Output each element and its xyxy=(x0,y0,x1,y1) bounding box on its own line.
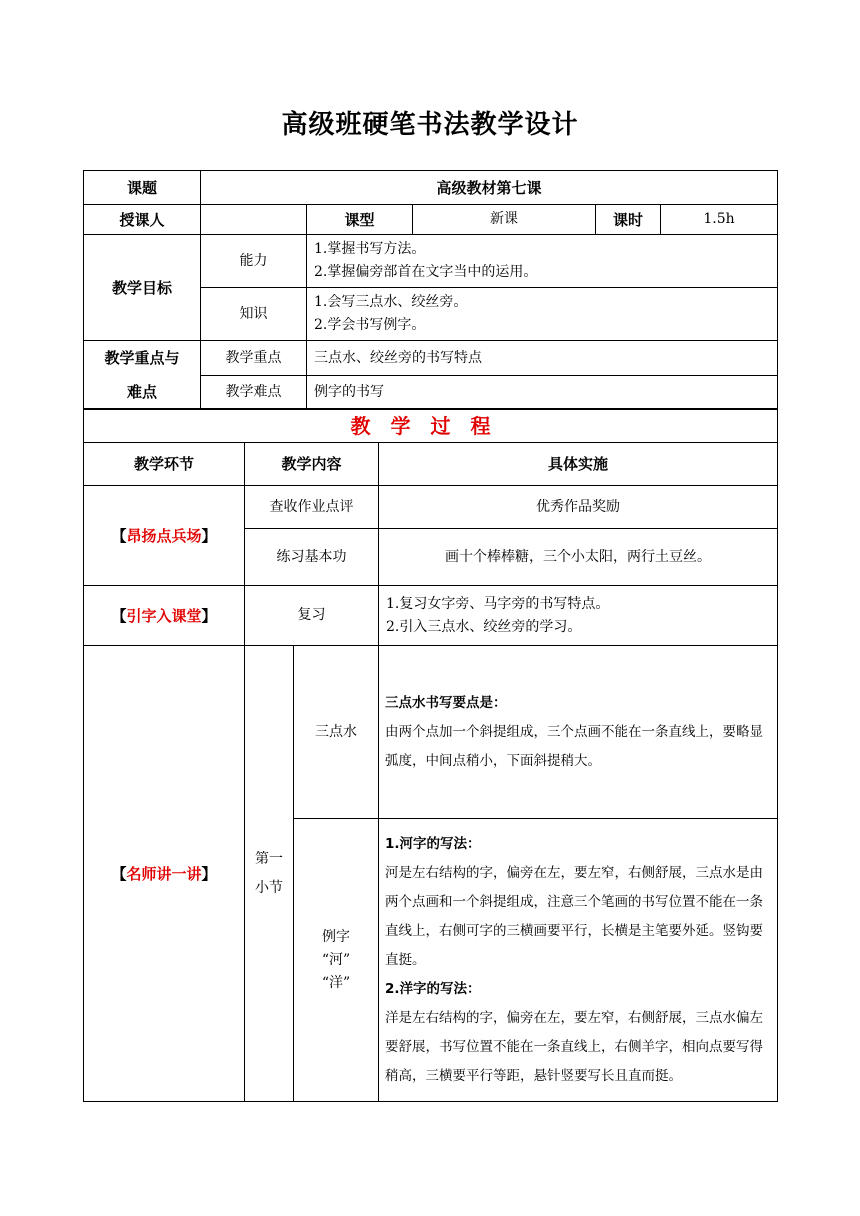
ability-goals xyxy=(307,235,778,288)
part-2-description xyxy=(379,819,778,1102)
stage-3-label: 名师讲一讲 xyxy=(126,864,202,883)
teacher-label: 授课人 xyxy=(84,205,201,235)
stage-2: 【引字入课堂】 xyxy=(84,586,245,646)
part-2-topic-line-3: “洋” xyxy=(321,974,351,991)
keypoints-label-line-2: 难点 xyxy=(126,383,157,401)
part-1-topic: 三点水 xyxy=(294,646,379,819)
part-2-subtitle-2: 2.洋字的写法： xyxy=(385,980,481,997)
part-2-topic xyxy=(294,819,379,1102)
stage-1-label: 昂扬点兵场 xyxy=(126,526,202,545)
knowledge-goal-1: 1.会写三点水、绞丝旁。 xyxy=(314,294,468,310)
topic-value: 高级教材第七课 xyxy=(201,171,778,205)
focus-value: 三点水、绞丝旁的书写特点 xyxy=(307,341,778,376)
stage-1: 【昂扬点兵场】 xyxy=(84,486,245,586)
teacher-value xyxy=(201,205,307,235)
process-heading: 教学过程 xyxy=(84,409,778,443)
stage-1-content-2: 练习基本功 xyxy=(245,529,379,586)
implementation-column-header: 具体实施 xyxy=(379,443,778,486)
stage-1-impl-1: 优秀作品奖励 xyxy=(379,486,778,529)
stage-1-content-1: 查收作业点评 xyxy=(245,486,379,529)
lesson-info-table xyxy=(83,170,778,410)
part-1-description xyxy=(379,646,778,819)
knowledge-goal-2: 2.学会书写例字。 xyxy=(314,317,426,333)
ability-goal-1: 1.掌握书写方法。 xyxy=(314,241,426,257)
part-1-text: 由两个点加一个斜提组成，三个点画不能在一条直线上，要略显弧度，中间点稍小，下面斜提稍大。 xyxy=(385,723,763,769)
part-2-text-1: 河是左右结构的字，偏旁在左，要左窄，右侧舒展，三点水是由两个点画和一个斜提组成，注意三个笔画的书写位置不能在一条直线上，右侧可字的三横画要平行，长横是主笔要外延。竖钩要直挺。 xyxy=(385,864,763,968)
lesson-hours-value: 1.5h xyxy=(661,205,778,235)
ability-label: 能力 xyxy=(201,235,307,288)
difficulty-value: 例字的书写 xyxy=(307,376,778,410)
section-cell xyxy=(245,646,294,1102)
knowledge-goals xyxy=(307,288,778,341)
lesson-type-value: 新课 xyxy=(413,205,596,235)
content-column-header: 教学内容 xyxy=(245,443,379,486)
section-label-line-2: 小节 xyxy=(255,879,283,896)
stage-column-header: 教学环节 xyxy=(84,443,245,486)
stage-2-content: 复习 xyxy=(245,586,379,646)
teaching-goals-label: 教学目标 xyxy=(84,235,201,341)
section-label-line-1: 第一 xyxy=(255,850,283,867)
part-2-subtitle-1: 1.河字的写法： xyxy=(385,835,481,852)
lesson-hours-label: 课时 xyxy=(596,205,661,235)
stage-2-label: 引字入课堂 xyxy=(126,606,202,625)
document-title: 高级班硬笔书法教学设计 xyxy=(281,110,579,140)
stage-1-impl-2: 画十个棒棒糖，三个小太阳，两行土豆丝。 xyxy=(379,529,778,586)
part-2-topic-line-1: 例字 xyxy=(322,928,350,945)
teaching-process-table xyxy=(83,408,778,1102)
part-2-text-2: 洋是左右结构的字，偏旁在左，要左窄，右侧舒展，三点水偏左要舒展，书写位置不能在一条直线上，右侧羊字，相向点要写得稍高，三横要平行等距，悬针竖要写长且直而挺。 xyxy=(385,1009,763,1084)
stage-2-impl-line-2: 2.引入三点水、绞丝旁的学习。 xyxy=(386,618,582,635)
difficulty-label: 教学难点 xyxy=(201,376,307,410)
stage-2-impl-line-1: 1.复习女字旁、马字旁的书写特点。 xyxy=(386,595,610,612)
part-2-topic-line-2: “河” xyxy=(321,951,351,968)
keypoints-label-line-1: 教学重点与 xyxy=(104,349,180,367)
stage-3: 【名师讲一讲】 xyxy=(84,646,245,1102)
focus-label: 教学重点 xyxy=(201,341,307,376)
ability-goal-2: 2.掌握偏旁部首在文字当中的运用。 xyxy=(314,264,538,280)
part-1-subtitle: 三点水书写要点是： xyxy=(385,694,507,711)
stage-2-impl xyxy=(379,586,778,646)
keypoints-label xyxy=(84,341,201,410)
lesson-type-label: 课型 xyxy=(307,205,413,235)
topic-label: 课题 xyxy=(84,171,201,205)
knowledge-label: 知识 xyxy=(201,288,307,341)
